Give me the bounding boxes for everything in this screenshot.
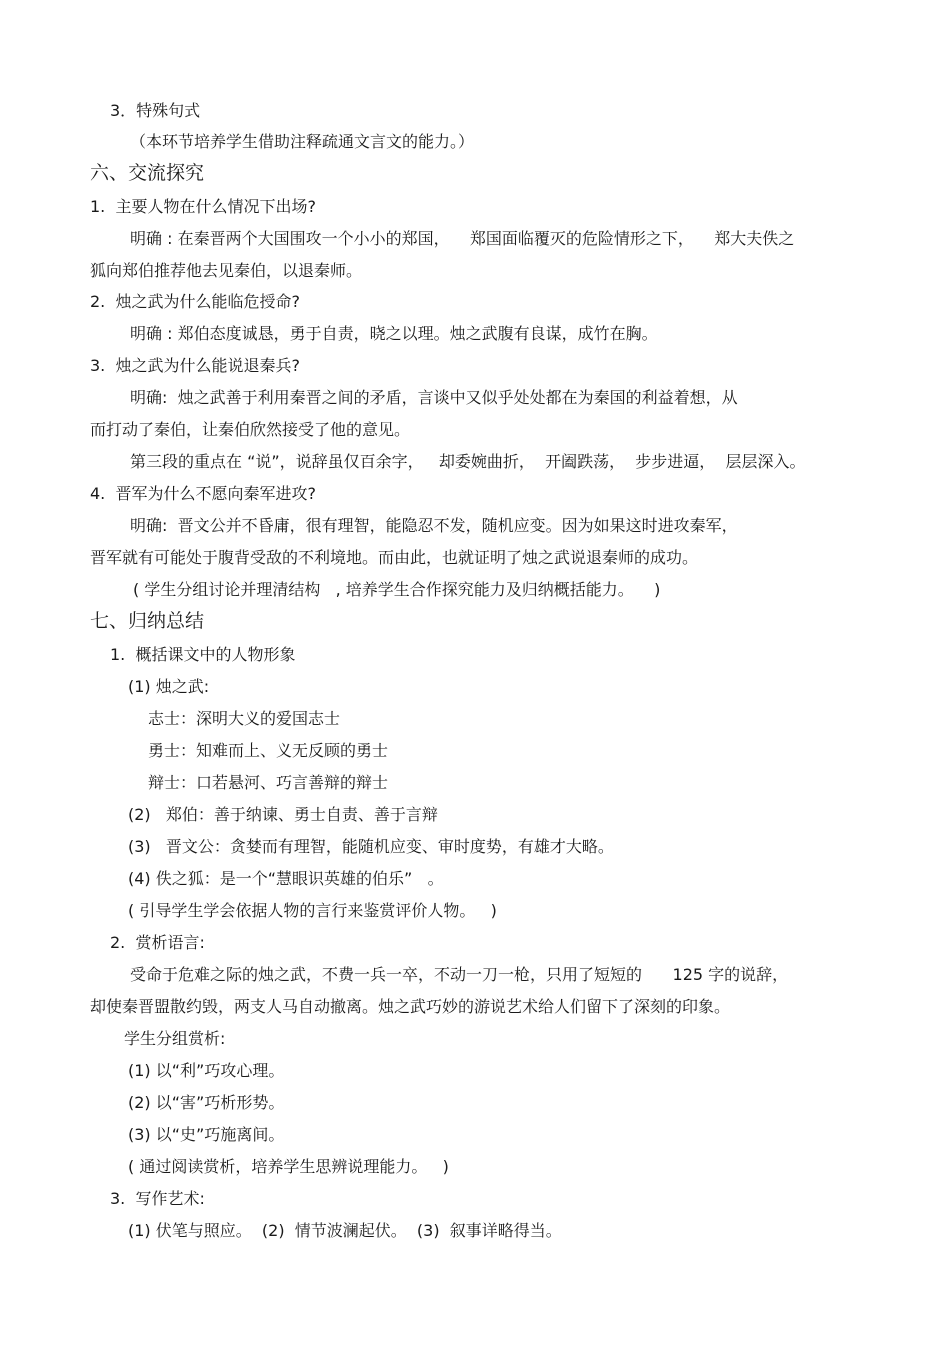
question-1: 1. 主要人物在什么情况下出场?	[90, 197, 316, 216]
summary-item-2: 2. 赏析语言:	[110, 933, 205, 952]
character-yi-zhihu: (4) 佚之狐：是一个“慧眼识英雄的伯乐” 。	[128, 869, 444, 888]
question-3: 3. 烛之武为什么能说退秦兵?	[90, 356, 300, 375]
group-analysis-label: 学生分组赏析:	[124, 1029, 226, 1048]
question-4: 4. 晋军为什么不愿向秦军进攻?	[90, 484, 316, 503]
analysis-point-2: (2) 以“害”巧析形势。	[128, 1093, 285, 1112]
answer-4-line-2: 晋军就有可能处于腹背受敌的不利境地。而由此，也就证明了烛之武说退秦师的成功。	[90, 548, 699, 567]
answer-1-line-2: 狐向郑伯推荐他去见秦伯，以退秦师。	[90, 261, 363, 280]
question-2: 2. 烛之武为什么能临危授命?	[90, 292, 300, 311]
note-group-discussion: ( 学生分组讨论并理清结构 , 培养学生合作探究能力及归纳概括能力。 )	[133, 580, 661, 599]
note-reasoning-ability: ( 通过阅读赏析，培养学生思辨说理能力。 )	[128, 1157, 449, 1176]
answer-4-line-1: 明确: 晋文公并不昏庸，很有理智，能隐忍不发，随机应变。因为如果这时进攻秦军，	[130, 516, 738, 535]
language-analysis-line-2: 却使秦晋盟散约毁，两支人马自动撤离。烛之武巧妙的游说艺术给人们留下了深刻的印象。	[90, 997, 731, 1016]
language-analysis-line-1: 受命于危难之际的烛之武，不费一兵一卒，不动一刀一枪，只用了短短的 125 字的说辞，	[130, 965, 789, 984]
trait-brave: 勇士：知难而上、义无反顾的勇士	[148, 741, 389, 760]
trait-patriot: 志士：深明大义的爱国志士	[148, 709, 341, 728]
answer-2: 明确 : 郑伯态度诚恳，勇于自责，晓之以理。烛之武腹有良谋，成竹在胸。	[130, 324, 658, 343]
answer-3-line-3: 第三段的重点在 “说”，说辞虽仅百余字， 却委婉曲折， 开阖跌荡， 步步进逼， 层层深入。	[130, 452, 806, 471]
summary-item-3: 3. 写作艺术:	[110, 1189, 205, 1208]
character-jin-wengong: (3) 晋文公：贪婪而有理智，能随机应变、审时度势，有雄才大略。	[128, 837, 614, 856]
section-heading-7: 七、归纳总结	[90, 610, 205, 632]
note-annotation: （本环节培养学生借助注释疏通文言文的能力。）	[130, 132, 475, 151]
summary-item-1: 1. 概括课文中的人物形象	[110, 645, 296, 664]
item-3-special-sentences: 3．特殊句式	[110, 101, 201, 120]
answer-1-line-1: 明确 : 在秦晋两个大国围攻一个小小的郑国， 郑国面临覆灭的危险情形之下， 郑大夫佚之	[130, 229, 795, 248]
character-zheng-bo: (2) 郑伯：善于纳谏、勇士自责、善于言辩	[128, 805, 438, 824]
writing-art-points: (1) 伏笔与照应。 (2) 情节波澜起伏。 (3) 叙事详略得当。	[128, 1221, 562, 1240]
answer-3-line-2: 而打动了秦伯，让秦伯欣然接受了他的意见。	[90, 420, 411, 439]
character-zhu-zhiwu: (1) 烛之武:	[128, 677, 210, 696]
trait-debater: 辩士：口若悬河、巧言善辩的辩士	[148, 773, 389, 792]
analysis-point-1: (1) 以“利”巧攻心理。	[128, 1061, 285, 1080]
note-character-evaluation: ( 引导学生学会依据人物的言行来鉴赏评价人物。 )	[128, 901, 497, 920]
analysis-point-3: (3) 以“史”巧施离间。	[128, 1125, 285, 1144]
answer-3-line-1: 明确: 烛之武善于利用秦晋之间的矛盾，言谈中又似乎处处都在为秦国的利益着想，从	[130, 388, 738, 407]
section-heading-6: 六、交流探究	[90, 162, 205, 184]
